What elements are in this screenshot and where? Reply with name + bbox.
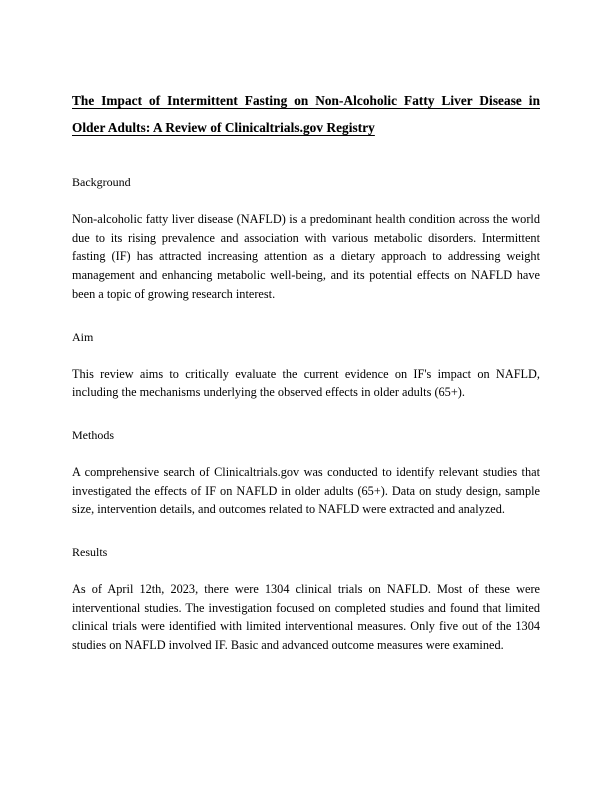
section-body-methods: A comprehensive search of Clinicaltrials.gov was conducted to identify relevant studies that investigated the effects of IF on NAFLD in older adults (65+). Data on study design, sample size, intervention details, and outcomes related to NAFLD were extracted and analyzed. [72, 464, 540, 517]
section-body-results: As of April 12th, 2023, there were 1304 clinical trials on NAFLD. Most of these were interventional studies. The investigation focused on completed studies and found that limited clinical trials were identified with limited interventional measures. Only five out of the 1304 studies on NAFLD involved IF. Basic and advanced outcome measures were examined. [72, 582, 540, 653]
section-heading-methods: Methods [72, 427, 114, 442]
spacer-aim-methods [72, 402, 540, 428]
page-title [72, 88, 540, 141]
section-body-aim: This review aims to critically evaluate the current evidence on IF's impact on NAFLD, including the mechanisms underlying the observed effects in older adults (65+). [72, 366, 540, 400]
spacer-methods-results [72, 519, 540, 545]
page-title-line-1: The Impact of Intermittent Fasting on Non-Alcoholic Fatty Liver Disease in [72, 93, 540, 108]
section-heading-aim: Aim [72, 329, 94, 344]
page-title-line-2: Older Adults: A Review of Clinicaltrials.gov Registry [72, 119, 375, 135]
section-heading-results: Results [72, 545, 108, 560]
spacer-background-heading [72, 190, 540, 210]
spacer-background-aim [72, 304, 540, 330]
spacer-title-background [72, 141, 540, 175]
document-content [72, 88, 540, 655]
spacer-aim-heading [72, 345, 540, 365]
section-body-background: Non-alcoholic fatty liver disease (NAFLD) is a predominant health condition across the world due to its rising prevalence and association with various metabolic disorders. Intermittent fasting (IF) has attracted increasing attention as a dietary approach to addressing weight management and enhancing metabolic well-being, and its potential effects on NAFLD have been a topic of growing research interest. [72, 212, 540, 301]
spacer-methods-heading [72, 443, 540, 463]
spacer-results-heading [72, 560, 540, 580]
section-heading-background: Background [72, 175, 131, 189]
